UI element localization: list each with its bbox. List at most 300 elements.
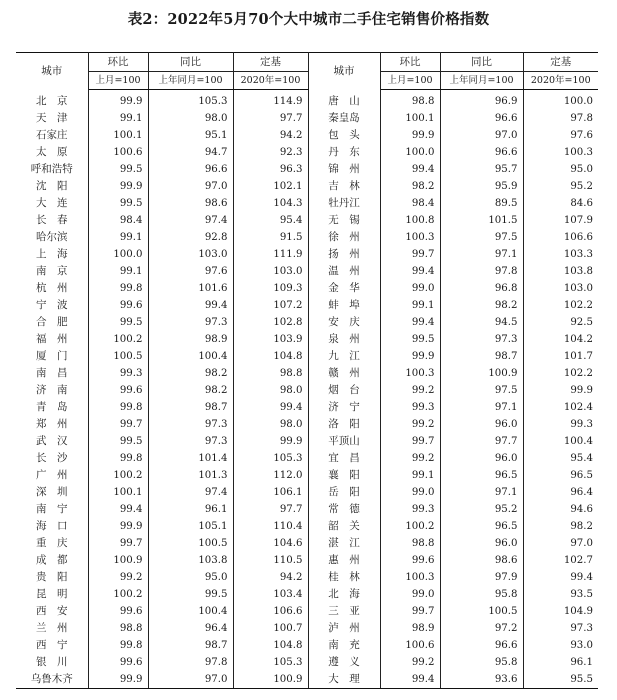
- city-name-cell: 包 头: [308, 127, 380, 144]
- table-row: [16, 382, 598, 399]
- city-name-cell: 湛 江: [308, 535, 380, 552]
- table-row: [16, 229, 598, 246]
- table-row: [16, 90, 598, 111]
- dingji-cell: 100.7: [233, 620, 308, 637]
- tongbi-cell: 97.8: [148, 654, 233, 671]
- dingji-cell: 104.3: [233, 195, 308, 212]
- dingji-cell: 84.6: [570, 198, 593, 209]
- table-header: [16, 53, 598, 90]
- huanbi-cell: 99.7: [88, 416, 148, 433]
- huanbi-cell: 99.9: [380, 348, 440, 365]
- city-name-cell: 蚌 埠: [308, 297, 380, 314]
- huanbi-cell: 99.2: [380, 654, 440, 671]
- tongbi-cell: 96.0: [440, 450, 523, 467]
- table-title: 表2：2022年5月70个大中城市二手住宅销售价格指数: [127, 11, 490, 28]
- dingji-cell: 106.1: [233, 484, 308, 501]
- city-name-cell: 呼和浩特: [16, 161, 88, 178]
- city-name-cell: 安 庆: [308, 314, 380, 331]
- tongbi-cell: 97.3: [148, 416, 233, 433]
- tongbi-cell: 97.5: [440, 382, 523, 399]
- dingji-cell: 104.9: [563, 606, 593, 617]
- tongbi-cell: 96.6: [440, 144, 523, 161]
- huanbi-cell: 99.8: [88, 399, 148, 416]
- tongbi-cell: 89.5: [440, 195, 523, 212]
- tongbi-cell: 97.3: [440, 331, 523, 348]
- tongbi-cell: 92.8: [148, 229, 233, 246]
- table-row: [16, 212, 598, 229]
- dingji-cell: 107.2: [233, 297, 308, 314]
- dingji-cell: 102.7: [563, 555, 593, 566]
- city-name-cell: 深 圳: [16, 484, 88, 501]
- header-huanbi-right: 环比: [380, 53, 440, 72]
- header-tongbi-left: 同比: [148, 53, 233, 72]
- city-name-cell: 青 岛: [16, 399, 88, 416]
- table-row: [16, 399, 598, 416]
- city-name-cell: 桂 林: [308, 569, 380, 586]
- huanbi-cell: 98.4: [380, 195, 440, 212]
- city-name-cell: 武 汉: [16, 433, 88, 450]
- table-row: [16, 246, 598, 263]
- huanbi-cell: 99.7: [380, 433, 440, 450]
- huanbi-cell: 100.3: [380, 229, 440, 246]
- huanbi-cell: 99.7: [380, 246, 440, 263]
- tongbi-cell: 98.7: [148, 637, 233, 654]
- huanbi-cell: 99.6: [380, 552, 440, 569]
- dingji-cell: 107.9: [563, 215, 593, 226]
- tongbi-cell: 93.6: [440, 671, 523, 689]
- city-name-cell: 韶 关: [308, 518, 380, 535]
- city-name-cell: 成 都: [16, 552, 88, 569]
- header-tongbi-base-left: 上年同月=100: [148, 72, 233, 90]
- dingji-cell: 96.4: [570, 487, 593, 498]
- city-name-cell: 大 连: [16, 195, 88, 212]
- huanbi-cell: 99.5: [88, 195, 148, 212]
- city-name-cell: 长 春: [16, 212, 88, 229]
- table-row: [16, 569, 598, 586]
- tongbi-cell: 100.4: [148, 603, 233, 620]
- city-name-cell: 惠 州: [308, 552, 380, 569]
- huanbi-cell: 98.8: [380, 535, 440, 552]
- huanbi-cell: 99.8: [88, 637, 148, 654]
- huanbi-cell: 100.1: [88, 484, 148, 501]
- table-row: [16, 280, 598, 297]
- huanbi-cell: 99.0: [380, 484, 440, 501]
- huanbi-cell: 99.4: [380, 671, 440, 689]
- dingji-cell: 98.2: [570, 521, 593, 532]
- tongbi-cell: 105.3: [148, 90, 233, 111]
- dingji-cell: 99.4: [570, 572, 593, 583]
- city-name-cell: 石家庄: [16, 127, 88, 144]
- dingji-cell: 97.3: [570, 623, 593, 634]
- tongbi-cell: 97.5: [440, 229, 523, 246]
- table-row: [16, 195, 598, 212]
- city-name-cell: 福 州: [16, 331, 88, 348]
- dingji-cell: 109.3: [233, 280, 308, 297]
- huanbi-cell: 99.1: [88, 110, 148, 127]
- city-name-cell: 泸 州: [308, 620, 380, 637]
- dingji-cell: 103.8: [563, 266, 593, 277]
- dingji-cell: 101.7: [563, 351, 593, 362]
- table-row: [16, 416, 598, 433]
- dingji-cell: 104.2: [563, 334, 593, 345]
- city-name-cell: 南 京: [16, 263, 88, 280]
- dingji-cell: 104.6: [233, 535, 308, 552]
- table-row: [16, 535, 598, 552]
- tongbi-cell: 95.7: [440, 161, 523, 178]
- city-name-cell: 天 津: [16, 110, 88, 127]
- dingji-cell: 99.3: [570, 419, 593, 430]
- huanbi-cell: 99.7: [380, 603, 440, 620]
- tongbi-cell: 96.0: [440, 416, 523, 433]
- tongbi-cell: 99.5: [148, 586, 233, 603]
- tongbi-cell: 95.0: [148, 569, 233, 586]
- tongbi-cell: 98.6: [148, 195, 233, 212]
- huanbi-cell: 99.1: [380, 297, 440, 314]
- huanbi-cell: 98.2: [380, 178, 440, 195]
- table-row: [16, 620, 598, 637]
- huanbi-cell: 98.8: [380, 90, 440, 111]
- tongbi-cell: 97.1: [440, 399, 523, 416]
- huanbi-cell: 99.2: [88, 569, 148, 586]
- tongbi-cell: 97.6: [148, 263, 233, 280]
- huanbi-cell: 100.2: [380, 518, 440, 535]
- dingji-cell: 96.1: [570, 657, 593, 668]
- header-dingji-base-left: 2020年=100: [233, 72, 308, 90]
- dingji-cell: 99.9: [233, 433, 308, 450]
- huanbi-cell: 100.8: [380, 212, 440, 229]
- tongbi-cell: 96.5: [440, 467, 523, 484]
- table-row: [16, 263, 598, 280]
- huanbi-cell: 100.6: [380, 637, 440, 654]
- huanbi-cell: 99.9: [88, 518, 148, 535]
- tongbi-cell: 94.5: [440, 314, 523, 331]
- dingji-cell: 100.9: [233, 671, 308, 689]
- huanbi-cell: 99.7: [88, 535, 148, 552]
- table-row: [16, 144, 598, 161]
- dingji-cell: 94.6: [570, 504, 593, 515]
- dingji-cell: 93.0: [570, 640, 593, 651]
- huanbi-cell: 100.0: [88, 246, 148, 263]
- city-name-cell: 宜 昌: [308, 450, 380, 467]
- dingji-cell: 114.9: [233, 90, 308, 111]
- city-name-cell: 郑 州: [16, 416, 88, 433]
- dingji-cell: 102.4: [563, 402, 593, 413]
- tongbi-cell: 98.2: [148, 365, 233, 382]
- table-row: [16, 365, 598, 382]
- tongbi-cell: 97.3: [148, 433, 233, 450]
- huanbi-cell: 99.3: [380, 399, 440, 416]
- city-name-cell: 宁 波: [16, 297, 88, 314]
- dingji-cell: 110.5: [233, 552, 308, 569]
- city-name-cell: 北 海: [308, 586, 380, 603]
- header-tongbi-right: 同比: [440, 53, 523, 72]
- tongbi-cell: 95.8: [440, 586, 523, 603]
- city-name-cell: 徐 州: [308, 229, 380, 246]
- huanbi-cell: 99.1: [88, 229, 148, 246]
- huanbi-cell: 99.0: [380, 586, 440, 603]
- dingji-cell: 106.6: [233, 603, 308, 620]
- tongbi-cell: 96.4: [148, 620, 233, 637]
- city-name-cell: 洛 阳: [308, 416, 380, 433]
- huanbi-cell: 99.5: [380, 331, 440, 348]
- huanbi-cell: 99.8: [88, 450, 148, 467]
- dingji-cell: 102.1: [233, 178, 308, 195]
- tongbi-cell: 97.4: [148, 212, 233, 229]
- tongbi-cell: 101.6: [148, 280, 233, 297]
- table-row: [16, 484, 598, 501]
- header-tongbi-base-right: 上年同月=100: [440, 72, 523, 90]
- header-dingji-left: 定基: [233, 53, 308, 72]
- dingji-cell: 105.3: [233, 450, 308, 467]
- dingji-cell: 102.2: [563, 300, 593, 311]
- huanbi-cell: 99.9: [88, 90, 148, 111]
- table-row: [16, 314, 598, 331]
- huanbi-cell: 99.2: [380, 416, 440, 433]
- dingji-cell: 95.4: [570, 453, 593, 464]
- huanbi-cell: 99.1: [88, 263, 148, 280]
- header-huanbi-base-right: 上月=100: [380, 72, 440, 90]
- city-name-cell: 锦 州: [308, 161, 380, 178]
- city-name-cell: 沈 阳: [16, 178, 88, 195]
- city-name-cell: 济 宁: [308, 399, 380, 416]
- tongbi-cell: 98.2: [148, 382, 233, 399]
- huanbi-cell: 100.2: [88, 331, 148, 348]
- tongbi-cell: 96.0: [440, 535, 523, 552]
- tongbi-cell: 103.8: [148, 552, 233, 569]
- tongbi-cell: 96.6: [440, 110, 523, 127]
- city-name-cell: 贵 阳: [16, 569, 88, 586]
- city-name-cell: 南 昌: [16, 365, 88, 382]
- dingji-cell: 110.4: [233, 518, 308, 535]
- huanbi-cell: 100.2: [88, 467, 148, 484]
- huanbi-cell: 100.6: [88, 144, 148, 161]
- tongbi-cell: 100.5: [148, 535, 233, 552]
- header-dingji-right: 定基: [523, 53, 598, 72]
- dingji-cell: 103.0: [233, 263, 308, 280]
- city-name-cell: 丹 东: [308, 144, 380, 161]
- city-name-cell: 上 海: [16, 246, 88, 263]
- header-huanbi-left: 环比: [88, 53, 148, 72]
- huanbi-cell: 99.3: [88, 365, 148, 382]
- dingji-cell: 102.2: [563, 368, 593, 379]
- dingji-cell: 103.3: [563, 249, 593, 260]
- table-row: [16, 110, 598, 127]
- huanbi-cell: 99.6: [88, 382, 148, 399]
- huanbi-cell: 99.9: [88, 178, 148, 195]
- dingji-cell: 96.5: [570, 470, 593, 481]
- tongbi-cell: 97.4: [148, 484, 233, 501]
- tongbi-cell: 95.2: [440, 501, 523, 518]
- dingji-cell: 95.2: [570, 181, 593, 192]
- tongbi-cell: 95.1: [148, 127, 233, 144]
- city-name-cell: 扬 州: [308, 246, 380, 263]
- huanbi-cell: 99.6: [88, 603, 148, 620]
- dingji-cell: 112.0: [233, 467, 308, 484]
- huanbi-cell: 98.9: [380, 620, 440, 637]
- tongbi-cell: 97.0: [148, 178, 233, 195]
- tongbi-cell: 98.9: [148, 331, 233, 348]
- table-row: [16, 671, 598, 689]
- tongbi-cell: 97.0: [440, 127, 523, 144]
- dingji-cell: 102.8: [233, 314, 308, 331]
- table-row: [16, 654, 598, 671]
- dingji-cell: 99.4: [233, 399, 308, 416]
- tongbi-cell: 98.6: [440, 552, 523, 569]
- dingji-cell: 100.3: [563, 147, 593, 158]
- city-name-cell: 厦 门: [16, 348, 88, 365]
- city-name-cell: 泉 州: [308, 331, 380, 348]
- tongbi-cell: 96.9: [440, 90, 523, 111]
- huanbi-cell: 100.0: [380, 144, 440, 161]
- dingji-cell: 105.3: [233, 654, 308, 671]
- tongbi-cell: 97.2: [440, 620, 523, 637]
- tongbi-cell: 95.8: [440, 654, 523, 671]
- tongbi-cell: 100.9: [440, 365, 523, 382]
- huanbi-cell: 99.6: [88, 297, 148, 314]
- tongbi-cell: 97.7: [440, 433, 523, 450]
- huanbi-cell: 99.4: [380, 161, 440, 178]
- dingji-cell: 95.0: [570, 164, 593, 175]
- dingji-cell: 103.4: [233, 586, 308, 603]
- tongbi-cell: 97.8: [440, 263, 523, 280]
- tongbi-cell: 98.7: [440, 348, 523, 365]
- dingji-cell: 104.8: [233, 348, 308, 365]
- city-name-cell: 西 安: [16, 603, 88, 620]
- city-name-cell: 常 德: [308, 501, 380, 518]
- dingji-cell: 92.3: [233, 144, 308, 161]
- huanbi-cell: 99.5: [88, 314, 148, 331]
- dingji-cell: 97.8: [570, 113, 593, 124]
- city-name-cell: 广 州: [16, 467, 88, 484]
- dingji-cell: 97.7: [233, 110, 308, 127]
- tongbi-cell: 96.1: [148, 501, 233, 518]
- tongbi-cell: 95.9: [440, 178, 523, 195]
- tongbi-cell: 103.0: [148, 246, 233, 263]
- huanbi-cell: 99.3: [380, 501, 440, 518]
- huanbi-cell: 99.9: [380, 127, 440, 144]
- tongbi-cell: 100.5: [440, 603, 523, 620]
- dingji-cell: 91.5: [233, 229, 308, 246]
- huanbi-cell: 99.2: [380, 382, 440, 399]
- dingji-cell: 96.3: [233, 161, 308, 178]
- table-row: [16, 586, 598, 603]
- city-name-cell: 济 南: [16, 382, 88, 399]
- tongbi-cell: 98.2: [440, 297, 523, 314]
- dingji-cell: 95.4: [233, 212, 308, 229]
- huanbi-cell: 99.5: [88, 433, 148, 450]
- huanbi-cell: 100.5: [88, 348, 148, 365]
- huanbi-cell: 100.3: [380, 365, 440, 382]
- table-row: [16, 433, 598, 450]
- city-name-cell: 南 充: [308, 637, 380, 654]
- huanbi-cell: 99.6: [88, 654, 148, 671]
- tongbi-cell: 94.7: [148, 144, 233, 161]
- tongbi-cell: 97.0: [148, 671, 233, 689]
- table-row: [16, 637, 598, 654]
- city-name-cell: 长 沙: [16, 450, 88, 467]
- city-name-cell: 北 京: [16, 90, 88, 111]
- huanbi-cell: 100.2: [88, 586, 148, 603]
- city-name-cell: 重 庆: [16, 535, 88, 552]
- city-name-cell: 三 亚: [308, 603, 380, 620]
- dingji-cell: 94.2: [233, 127, 308, 144]
- dingji-cell: 97.6: [570, 130, 593, 141]
- header-city-left: 城市: [16, 53, 88, 90]
- huanbi-cell: 98.4: [88, 212, 148, 229]
- city-name-cell: 秦皇岛: [308, 110, 380, 127]
- tongbi-cell: 101.4: [148, 450, 233, 467]
- city-name-cell: 赣 州: [308, 365, 380, 382]
- table-row: [16, 161, 598, 178]
- table-row: [16, 178, 598, 195]
- huanbi-cell: 100.3: [380, 569, 440, 586]
- city-name-cell: 昆 明: [16, 586, 88, 603]
- dingji-cell: 111.9: [233, 246, 308, 263]
- dingji-cell: 92.5: [570, 317, 593, 328]
- table-row: [16, 518, 598, 535]
- tongbi-cell: 97.1: [440, 484, 523, 501]
- city-name-cell: 杭 州: [16, 280, 88, 297]
- city-name-cell: 大 理: [308, 671, 380, 689]
- city-name-cell: 平顶山: [308, 433, 380, 450]
- huanbi-cell: 98.8: [88, 620, 148, 637]
- huanbi-cell: 99.2: [380, 450, 440, 467]
- tongbi-cell: 100.4: [148, 348, 233, 365]
- huanbi-cell: 99.1: [380, 467, 440, 484]
- tongbi-cell: 96.6: [148, 161, 233, 178]
- table-row: [16, 467, 598, 484]
- header-huanbi-base-left: 上月=100: [88, 72, 148, 90]
- city-name-cell: 西 宁: [16, 637, 88, 654]
- header-dingji-base-right: 2020年=100: [523, 72, 598, 90]
- dingji-cell: 94.2: [233, 569, 308, 586]
- dingji-cell: 106.6: [563, 232, 593, 243]
- city-name-cell: 烟 台: [308, 382, 380, 399]
- header-city-right: 城市: [308, 53, 380, 90]
- huanbi-cell: 99.8: [88, 280, 148, 297]
- city-name-cell: 海 口: [16, 518, 88, 535]
- tongbi-cell: 96.8: [440, 280, 523, 297]
- tongbi-cell: 96.5: [440, 518, 523, 535]
- city-name-cell: 无 锡: [308, 212, 380, 229]
- dingji-cell: 93.5: [570, 589, 593, 600]
- city-name-cell: 太 原: [16, 144, 88, 161]
- tongbi-cell: 97.9: [440, 569, 523, 586]
- huanbi-cell: 99.5: [88, 161, 148, 178]
- huanbi-cell: 99.4: [380, 263, 440, 280]
- tongbi-cell: 97.3: [148, 314, 233, 331]
- table-row: [16, 331, 598, 348]
- dingji-cell: 99.9: [570, 385, 593, 396]
- tongbi-cell: 101.3: [148, 467, 233, 484]
- tongbi-cell: 105.1: [148, 518, 233, 535]
- tongbi-cell: 98.0: [148, 110, 233, 127]
- huanbi-cell: 99.9: [88, 671, 148, 689]
- dingji-cell: 95.5: [523, 671, 598, 689]
- tongbi-cell: 98.7: [148, 399, 233, 416]
- dingji-cell: 104.8: [233, 637, 308, 654]
- city-name-cell: 温 州: [308, 263, 380, 280]
- table-row: [16, 450, 598, 467]
- huanbi-cell: 99.4: [380, 314, 440, 331]
- city-name-cell: 银 川: [16, 654, 88, 671]
- city-name-cell: 襄 阳: [308, 467, 380, 484]
- dingji-cell: 103.9: [233, 331, 308, 348]
- city-name-cell: 唐 山: [308, 90, 380, 111]
- city-name-cell: 哈尔滨: [16, 229, 88, 246]
- table-body: [16, 90, 598, 689]
- huanbi-cell: 100.1: [380, 110, 440, 127]
